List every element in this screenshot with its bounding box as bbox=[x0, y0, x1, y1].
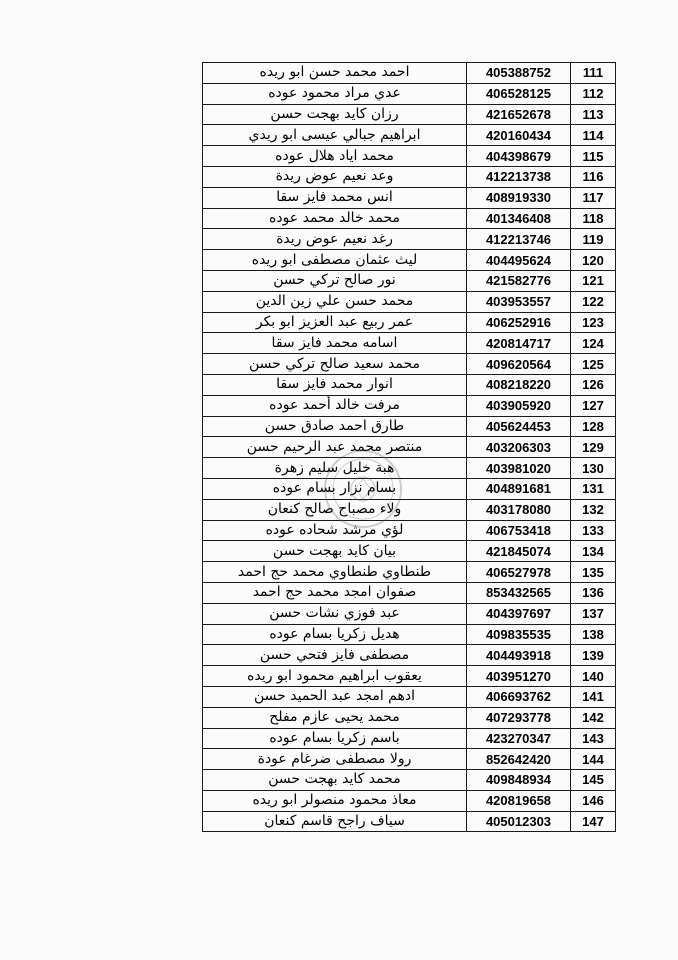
table-row bbox=[203, 562, 616, 583]
serial-number-cell: 145 bbox=[571, 770, 616, 791]
table-row bbox=[203, 645, 616, 666]
table-row bbox=[203, 104, 616, 125]
serial-number-cell: 129 bbox=[571, 437, 616, 458]
person-name-cell: ابراهيم جبالي عيسى ابو ريدي bbox=[203, 125, 467, 146]
person-name-cell: محمد كايد بهجت حسن bbox=[203, 770, 467, 791]
id-number-cell: 420160434 bbox=[467, 125, 571, 146]
table-row bbox=[203, 520, 616, 541]
serial-number-cell: 136 bbox=[571, 582, 616, 603]
serial-number-cell: 146 bbox=[571, 790, 616, 811]
table-row bbox=[203, 749, 616, 770]
serial-number-cell: 112 bbox=[571, 83, 616, 104]
table-row bbox=[203, 270, 616, 291]
table-row bbox=[203, 811, 616, 832]
id-number-cell: 412213746 bbox=[467, 229, 571, 250]
person-name-cell: محمد اياد هلال عوده bbox=[203, 146, 467, 167]
id-number-cell: 403905920 bbox=[467, 395, 571, 416]
serial-number-cell: 115 bbox=[571, 146, 616, 167]
table-row bbox=[203, 603, 616, 624]
table-row bbox=[203, 312, 616, 333]
table-row bbox=[203, 229, 616, 250]
person-name-cell: سياف راجح قاسم كنعان bbox=[203, 811, 467, 832]
person-name-cell: ولاء مصباح صالح كنعان bbox=[203, 499, 467, 520]
names-table-body bbox=[203, 63, 616, 832]
id-number-cell: 403981020 bbox=[467, 458, 571, 479]
serial-number-cell: 114 bbox=[571, 125, 616, 146]
table-row bbox=[203, 666, 616, 687]
table-row bbox=[203, 416, 616, 437]
person-name-cell: طنطاوي طنطاوي محمد حج احمد bbox=[203, 562, 467, 583]
person-name-cell: محمد حسن علي زين الدين bbox=[203, 291, 467, 312]
serial-number-cell: 137 bbox=[571, 603, 616, 624]
person-name-cell: طارق احمد صادق حسن bbox=[203, 416, 467, 437]
person-name-cell: يعقوب ابراهيم محمود ابو ريده bbox=[203, 666, 467, 687]
id-number-cell: 421582776 bbox=[467, 270, 571, 291]
id-number-cell: 421845074 bbox=[467, 541, 571, 562]
id-number-cell: 852642420 bbox=[467, 749, 571, 770]
serial-number-cell: 118 bbox=[571, 208, 616, 229]
id-number-cell: 412213738 bbox=[467, 166, 571, 187]
table-row bbox=[203, 478, 616, 499]
id-number-cell: 406252916 bbox=[467, 312, 571, 333]
serial-number-cell: 117 bbox=[571, 187, 616, 208]
id-number-cell: 408919330 bbox=[467, 187, 571, 208]
id-number-cell: 409620564 bbox=[467, 354, 571, 375]
id-number-cell: 406527978 bbox=[467, 562, 571, 583]
id-number-cell: 420814717 bbox=[467, 333, 571, 354]
person-name-cell: عبد فوزي نشات حسن bbox=[203, 603, 467, 624]
table-row bbox=[203, 395, 616, 416]
id-number-cell: 403953557 bbox=[467, 291, 571, 312]
serial-number-cell: 126 bbox=[571, 374, 616, 395]
person-name-cell: صفوان امجد محمد حج احمد bbox=[203, 582, 467, 603]
serial-number-cell: 135 bbox=[571, 562, 616, 583]
table-row bbox=[203, 374, 616, 395]
id-number-cell: 409835535 bbox=[467, 624, 571, 645]
table-row bbox=[203, 541, 616, 562]
id-number-cell: 407293778 bbox=[467, 707, 571, 728]
person-name-cell: ليث عثمان مصطفى ابو ريده bbox=[203, 250, 467, 271]
serial-number-cell: 134 bbox=[571, 541, 616, 562]
person-name-cell: مصطفى فايز فتحي حسن bbox=[203, 645, 467, 666]
id-number-cell: 403178080 bbox=[467, 499, 571, 520]
table-row bbox=[203, 166, 616, 187]
person-name-cell: محمد يحيى عازم مفلح bbox=[203, 707, 467, 728]
person-name-cell: معاذ محمود منصولر ابو ريده bbox=[203, 790, 467, 811]
serial-number-cell: 128 bbox=[571, 416, 616, 437]
person-name-cell: احمد محمد حسن ابو ريده bbox=[203, 63, 467, 84]
serial-number-cell: 139 bbox=[571, 645, 616, 666]
person-name-cell: عمر ربيع عبد العزيز ابو بكر bbox=[203, 312, 467, 333]
id-number-cell: 404398679 bbox=[467, 146, 571, 167]
serial-number-cell: 111 bbox=[571, 63, 616, 84]
id-number-cell: 403951270 bbox=[467, 666, 571, 687]
id-number-cell: 404891681 bbox=[467, 478, 571, 499]
table-row bbox=[203, 333, 616, 354]
serial-number-cell: 132 bbox=[571, 499, 616, 520]
serial-number-cell: 143 bbox=[571, 728, 616, 749]
table-row bbox=[203, 208, 616, 229]
serial-number-cell: 140 bbox=[571, 666, 616, 687]
serial-number-cell: 133 bbox=[571, 520, 616, 541]
table-row bbox=[203, 354, 616, 375]
table-row bbox=[203, 125, 616, 146]
person-name-cell: هديل زكريا بسام عوده bbox=[203, 624, 467, 645]
serial-number-cell: 142 bbox=[571, 707, 616, 728]
person-name-cell: انس محمد فايز سقا bbox=[203, 187, 467, 208]
table-row bbox=[203, 790, 616, 811]
table-row bbox=[203, 624, 616, 645]
serial-number-cell: 141 bbox=[571, 686, 616, 707]
table-row bbox=[203, 728, 616, 749]
id-number-cell: 406528125 bbox=[467, 83, 571, 104]
person-name-cell: محمد سعيد صالح تركي حسن bbox=[203, 354, 467, 375]
person-name-cell: منتصر محمد عبد الرحيم حسن bbox=[203, 437, 467, 458]
id-number-cell: 408218220 bbox=[467, 374, 571, 395]
person-name-cell: محمد خالد محمد عوده bbox=[203, 208, 467, 229]
id-number-cell: 423270347 bbox=[467, 728, 571, 749]
names-table bbox=[202, 62, 616, 832]
id-number-cell: 401346408 bbox=[467, 208, 571, 229]
person-name-cell: هبة خليل سليم زهرة bbox=[203, 458, 467, 479]
table-row bbox=[203, 250, 616, 271]
person-name-cell: ادهم امجد عبد الحميد حسن bbox=[203, 686, 467, 707]
table-row bbox=[203, 83, 616, 104]
serial-number-cell: 120 bbox=[571, 250, 616, 271]
person-name-cell: باسم زكريا بسام عوده bbox=[203, 728, 467, 749]
serial-number-cell: 119 bbox=[571, 229, 616, 250]
serial-number-cell: 124 bbox=[571, 333, 616, 354]
serial-number-cell: 144 bbox=[571, 749, 616, 770]
table-row bbox=[203, 63, 616, 84]
table-row bbox=[203, 458, 616, 479]
id-number-cell: 406693762 bbox=[467, 686, 571, 707]
id-number-cell: 405624453 bbox=[467, 416, 571, 437]
id-number-cell: 409848934 bbox=[467, 770, 571, 791]
id-number-cell: 405388752 bbox=[467, 63, 571, 84]
person-name-cell: عدي مراد محمود عوده bbox=[203, 83, 467, 104]
person-name-cell: نور صالح تركي حسن bbox=[203, 270, 467, 291]
person-name-cell: رزان كايد بهجت حسن bbox=[203, 104, 467, 125]
person-name-cell: اسامه محمد فايز سقا bbox=[203, 333, 467, 354]
serial-number-cell: 131 bbox=[571, 478, 616, 499]
serial-number-cell: 116 bbox=[571, 166, 616, 187]
serial-number-cell: 122 bbox=[571, 291, 616, 312]
person-name-cell: بسام نزار بسام عوده bbox=[203, 478, 467, 499]
table-row bbox=[203, 582, 616, 603]
serial-number-cell: 125 bbox=[571, 354, 616, 375]
id-number-cell: 406753418 bbox=[467, 520, 571, 541]
id-number-cell: 403206303 bbox=[467, 437, 571, 458]
id-number-cell: 420819658 bbox=[467, 790, 571, 811]
person-name-cell: انوار محمد فايز سقا bbox=[203, 374, 467, 395]
serial-number-cell: 138 bbox=[571, 624, 616, 645]
table-row bbox=[203, 499, 616, 520]
table-row bbox=[203, 707, 616, 728]
id-number-cell: 404493918 bbox=[467, 645, 571, 666]
person-name-cell: وعد نعيم عوض ريدة bbox=[203, 166, 467, 187]
serial-number-cell: 127 bbox=[571, 395, 616, 416]
serial-number-cell: 121 bbox=[571, 270, 616, 291]
serial-number-cell: 113 bbox=[571, 104, 616, 125]
table-row bbox=[203, 146, 616, 167]
table-row bbox=[203, 686, 616, 707]
person-name-cell: لؤي مرشد شحاده عوده bbox=[203, 520, 467, 541]
id-number-cell: 405012303 bbox=[467, 811, 571, 832]
table-row bbox=[203, 770, 616, 791]
id-number-cell: 404397697 bbox=[467, 603, 571, 624]
table-row bbox=[203, 187, 616, 208]
serial-number-cell: 147 bbox=[571, 811, 616, 832]
person-name-cell: رولا مصطفى ضرغام عودة bbox=[203, 749, 467, 770]
id-number-cell: 404495624 bbox=[467, 250, 571, 271]
person-name-cell: بيان كايد بهجت حسن bbox=[203, 541, 467, 562]
serial-number-cell: 130 bbox=[571, 458, 616, 479]
person-name-cell: رغد نعيم عوض ريدة bbox=[203, 229, 467, 250]
id-number-cell: 421652678 bbox=[467, 104, 571, 125]
table-row bbox=[203, 437, 616, 458]
serial-number-cell: 123 bbox=[571, 312, 616, 333]
id-number-cell: 853432565 bbox=[467, 582, 571, 603]
table-row bbox=[203, 291, 616, 312]
person-name-cell: مرفت خالد أحمد عوده bbox=[203, 395, 467, 416]
